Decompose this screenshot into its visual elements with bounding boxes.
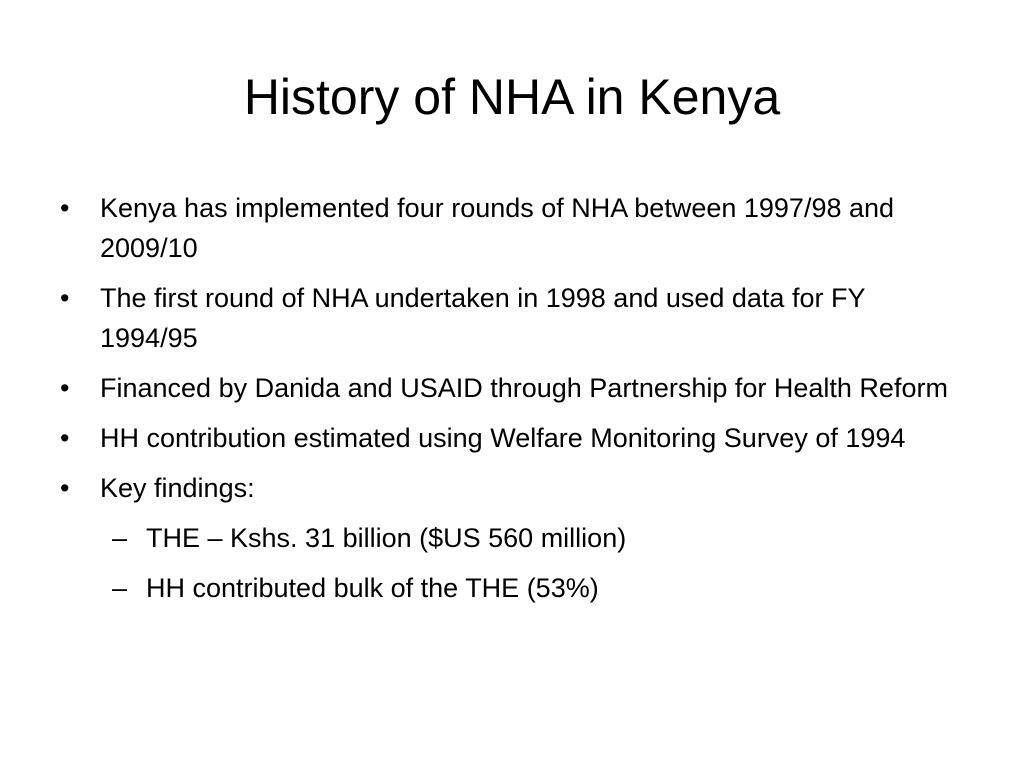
bullet-marker: • <box>60 193 70 223</box>
bullet-marker: • <box>60 373 70 403</box>
bullet-text: Kenya has implemented four rounds of NHA between 1997/98 and 2009/10 <box>100 193 895 263</box>
sub-bullet-group <box>60 518 970 608</box>
sub-bullet-item <box>60 518 970 558</box>
sub-bullet-text: HH contributed bulk of the THE (53%) <box>146 573 599 603</box>
bullet-item <box>60 278 970 358</box>
bullet-item <box>60 468 970 508</box>
bullet-marker: • <box>60 423 70 453</box>
sub-bullet-marker: – <box>112 573 128 603</box>
slide-title: History of NHA in Kenya <box>243 69 781 125</box>
bullet-text: The first round of NHA undertaken in 1998 and used data for FY 1994/95 <box>100 283 865 353</box>
bullet-marker: • <box>60 283 70 313</box>
bullet-marker: • <box>60 473 70 503</box>
bullet-text: HH contribution estimated using Welfare Monitoring Survey of 1994 <box>100 423 906 453</box>
bullet-item <box>60 418 970 458</box>
bullet-list <box>60 188 970 618</box>
sub-bullet-marker: – <box>112 523 128 553</box>
sub-bullet-list <box>60 518 970 608</box>
sub-bullet-text: THE – Kshs. 31 billion ($US 560 million) <box>146 523 627 553</box>
bullet-item <box>60 368 970 408</box>
bullet-item <box>60 188 970 268</box>
sub-bullet-item <box>60 568 970 608</box>
bullet-text: Financed by Danida and USAID through Partnership for Health Reform <box>100 373 948 403</box>
bullet-text: Key findings: <box>100 473 255 503</box>
